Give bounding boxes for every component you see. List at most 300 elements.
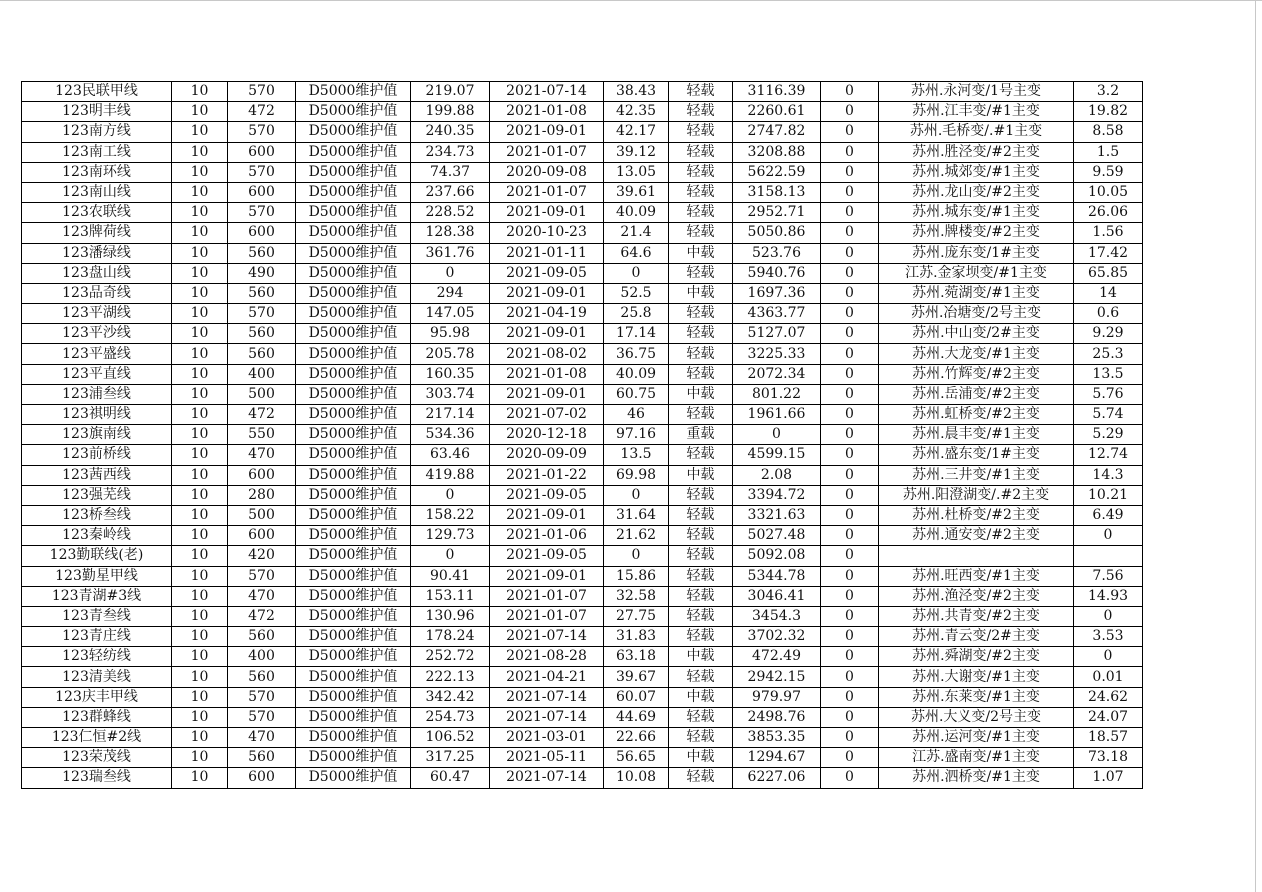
cell-line-name: 123平盛线 <box>22 344 172 364</box>
cell-data-source: D5000维护值 <box>296 748 411 768</box>
cell-load-rate: 60.07 <box>604 687 669 707</box>
cell-rated-current: 400 <box>228 647 296 667</box>
cell-voltage: 10 <box>172 667 228 687</box>
cell-transformer-load: 0.01 <box>1074 667 1143 687</box>
cell-substation: 江苏.金家坝变/#1主变 <box>879 263 1074 283</box>
cell-substation: 苏州.泗桥变/#1主变 <box>879 768 1074 788</box>
cell-spare-capacity: 3046.41 <box>733 586 821 606</box>
cell-load-status: 中载 <box>669 687 733 707</box>
cell-load-status: 轻载 <box>669 324 733 344</box>
cell-flag: 0 <box>821 182 879 202</box>
cell-flag: 0 <box>821 425 879 445</box>
cell-data-source: D5000维护值 <box>296 203 411 223</box>
cell-current-value: 234.73 <box>411 142 490 162</box>
cell-spare-capacity: 3208.88 <box>733 142 821 162</box>
cell-date: 2021-07-14 <box>490 707 604 727</box>
cell-voltage: 10 <box>172 445 228 465</box>
cell-load-rate: 69.98 <box>604 465 669 485</box>
cell-data-source: D5000维护值 <box>296 344 411 364</box>
cell-data-source: D5000维护值 <box>296 526 411 546</box>
cell-current-value: 160.35 <box>411 364 490 384</box>
cell-line-name: 123民联甲线 <box>22 82 172 102</box>
cell-date: 2021-01-08 <box>490 102 604 122</box>
cell-voltage: 10 <box>172 505 228 525</box>
table-row <box>22 566 1143 586</box>
cell-data-source: D5000维护值 <box>296 768 411 788</box>
cell-voltage: 10 <box>172 748 228 768</box>
cell-load-rate: 38.43 <box>604 82 669 102</box>
cell-substation: 苏州.毛桥变/.#1主变 <box>879 122 1074 142</box>
cell-flag: 0 <box>821 142 879 162</box>
cell-substation: 苏州.大谢变/#1主变 <box>879 667 1074 687</box>
cell-voltage: 10 <box>172 384 228 404</box>
cell-voltage: 10 <box>172 283 228 303</box>
cell-spare-capacity: 6227.06 <box>733 768 821 788</box>
cell-transformer-load: 5.74 <box>1074 405 1143 425</box>
cell-transformer-load: 24.62 <box>1074 687 1143 707</box>
cell-rated-current: 472 <box>228 405 296 425</box>
cell-substation: 苏州.东莱变/#1主变 <box>879 687 1074 707</box>
cell-line-name: 123清美线 <box>22 667 172 687</box>
cell-substation: 苏州.盛东变/1#主变 <box>879 445 1074 465</box>
table-row <box>22 586 1143 606</box>
cell-transformer-load: 5.29 <box>1074 425 1143 445</box>
cell-transformer-load: 73.18 <box>1074 748 1143 768</box>
cell-line-name: 123前桥线 <box>22 445 172 465</box>
cell-line-name: 123品奇线 <box>22 283 172 303</box>
cell-date: 2020-10-23 <box>490 223 604 243</box>
cell-current-value: 228.52 <box>411 203 490 223</box>
table-row <box>22 627 1143 647</box>
cell-data-source: D5000维护值 <box>296 324 411 344</box>
cell-flag: 0 <box>821 465 879 485</box>
cell-transformer-load: 1.07 <box>1074 768 1143 788</box>
cell-spare-capacity: 3158.13 <box>733 182 821 202</box>
cell-flag: 0 <box>821 606 879 626</box>
cell-load-status: 轻载 <box>669 405 733 425</box>
cell-current-value: 199.88 <box>411 102 490 122</box>
cell-load-rate: 40.09 <box>604 203 669 223</box>
cell-rated-current: 420 <box>228 546 296 566</box>
table-row <box>22 667 1143 687</box>
cell-rated-current: 550 <box>228 425 296 445</box>
cell-flag: 0 <box>821 384 879 404</box>
cell-current-value: 303.74 <box>411 384 490 404</box>
cell-load-status: 轻载 <box>669 707 733 727</box>
cell-load-status: 轻载 <box>669 102 733 122</box>
cell-line-name: 123南山线 <box>22 182 172 202</box>
cell-line-name: 123平湖线 <box>22 304 172 324</box>
cell-transformer-load: 14.3 <box>1074 465 1143 485</box>
cell-flag: 0 <box>821 263 879 283</box>
cell-transformer-load: 14.93 <box>1074 586 1143 606</box>
cell-date: 2021-09-01 <box>490 324 604 344</box>
cell-spare-capacity: 3853.35 <box>733 728 821 748</box>
cell-transformer-load: 12.74 <box>1074 445 1143 465</box>
cell-flag: 0 <box>821 485 879 505</box>
cell-load-status: 轻载 <box>669 485 733 505</box>
cell-data-source: D5000维护值 <box>296 647 411 667</box>
table-row <box>22 445 1143 465</box>
cell-voltage: 10 <box>172 182 228 202</box>
cell-date: 2020-09-08 <box>490 162 604 182</box>
cell-rated-current: 570 <box>228 304 296 324</box>
cell-current-value: 217.14 <box>411 405 490 425</box>
cell-voltage: 10 <box>172 707 228 727</box>
cell-voltage: 10 <box>172 465 228 485</box>
cell-data-source: D5000维护值 <box>296 162 411 182</box>
cell-load-status: 轻载 <box>669 505 733 525</box>
cell-voltage: 10 <box>172 566 228 586</box>
cell-substation: 苏州.舜湖变/#2主变 <box>879 647 1074 667</box>
cell-date: 2021-04-21 <box>490 667 604 687</box>
cell-date: 2021-09-01 <box>490 122 604 142</box>
cell-substation: 苏州.江丰变/#1主变 <box>879 102 1074 122</box>
cell-date: 2021-09-05 <box>490 546 604 566</box>
cell-date: 2021-07-02 <box>490 405 604 425</box>
cell-load-status: 轻载 <box>669 546 733 566</box>
cell-date: 2021-01-07 <box>490 182 604 202</box>
cell-load-status: 轻载 <box>669 627 733 647</box>
cell-load-status: 中载 <box>669 384 733 404</box>
cell-transformer-load: 1.5 <box>1074 142 1143 162</box>
cell-transformer-load: 13.5 <box>1074 364 1143 384</box>
cell-transformer-load: 0 <box>1074 606 1143 626</box>
cell-load-status: 轻载 <box>669 142 733 162</box>
cell-load-status: 轻载 <box>669 606 733 626</box>
cell-voltage: 10 <box>172 768 228 788</box>
cell-spare-capacity: 5940.76 <box>733 263 821 283</box>
cell-load-rate: 42.17 <box>604 122 669 142</box>
cell-flag: 0 <box>821 82 879 102</box>
cell-spare-capacity: 979.97 <box>733 687 821 707</box>
cell-load-status: 重载 <box>669 425 733 445</box>
cell-spare-capacity: 3321.63 <box>733 505 821 525</box>
cell-rated-current: 472 <box>228 606 296 626</box>
cell-load-status: 轻载 <box>669 526 733 546</box>
page-edge-top <box>0 0 1262 1</box>
cell-spare-capacity: 472.49 <box>733 647 821 667</box>
cell-spare-capacity: 2072.34 <box>733 364 821 384</box>
table-row <box>22 505 1143 525</box>
cell-transformer-load: 10.05 <box>1074 182 1143 202</box>
cell-line-name: 123祺明线 <box>22 405 172 425</box>
table-row <box>22 748 1143 768</box>
cell-current-value: 178.24 <box>411 627 490 647</box>
cell-data-source: D5000维护值 <box>296 384 411 404</box>
cell-voltage: 10 <box>172 223 228 243</box>
cell-line-name: 123旗南线 <box>22 425 172 445</box>
cell-load-rate: 0 <box>604 485 669 505</box>
cell-current-value: 63.46 <box>411 445 490 465</box>
cell-line-name: 123潘绿线 <box>22 243 172 263</box>
cell-load-rate: 39.67 <box>604 667 669 687</box>
table-row <box>22 324 1143 344</box>
cell-flag: 0 <box>821 304 879 324</box>
cell-date: 2020-12-18 <box>490 425 604 445</box>
cell-rated-current: 570 <box>228 122 296 142</box>
table-row <box>22 707 1143 727</box>
cell-transformer-load: 25.3 <box>1074 344 1143 364</box>
cell-rated-current: 400 <box>228 364 296 384</box>
cell-load-status: 轻载 <box>669 344 733 364</box>
cell-transformer-load: 0 <box>1074 647 1143 667</box>
cell-line-name: 123明丰线 <box>22 102 172 122</box>
cell-load-rate: 42.35 <box>604 102 669 122</box>
cell-date: 2021-09-01 <box>490 566 604 586</box>
cell-rated-current: 470 <box>228 728 296 748</box>
cell-data-source: D5000维护值 <box>296 465 411 485</box>
feeder-load-table <box>21 81 1143 789</box>
cell-substation: 苏州.竹辉变/#2主变 <box>879 364 1074 384</box>
cell-line-name: 123青叁线 <box>22 606 172 626</box>
cell-line-name: 123勤联线(老) <box>22 546 172 566</box>
cell-flag: 0 <box>821 707 879 727</box>
cell-substation: 苏州.虹桥变/#2主变 <box>879 405 1074 425</box>
cell-current-value: 95.98 <box>411 324 490 344</box>
cell-substation: 苏州.共青变/#2主变 <box>879 606 1074 626</box>
table-row <box>22 142 1143 162</box>
cell-current-value: 129.73 <box>411 526 490 546</box>
table-row <box>22 344 1143 364</box>
cell-line-name: 123南方线 <box>22 122 172 142</box>
cell-load-rate: 15.86 <box>604 566 669 586</box>
cell-rated-current: 600 <box>228 526 296 546</box>
cell-rated-current: 500 <box>228 384 296 404</box>
cell-load-status: 轻载 <box>669 82 733 102</box>
page-edge-right <box>1255 0 1256 892</box>
cell-date: 2021-01-08 <box>490 364 604 384</box>
cell-substation: 苏州.大龙变/#1主变 <box>879 344 1074 364</box>
cell-voltage: 10 <box>172 263 228 283</box>
cell-data-source: D5000维护值 <box>296 667 411 687</box>
cell-load-status: 轻载 <box>669 263 733 283</box>
table-row <box>22 405 1143 425</box>
cell-voltage: 10 <box>172 546 228 566</box>
cell-spare-capacity: 0 <box>733 425 821 445</box>
table-row <box>22 485 1143 505</box>
cell-current-value: 0 <box>411 485 490 505</box>
cell-date: 2021-03-01 <box>490 728 604 748</box>
cell-load-status: 轻载 <box>669 667 733 687</box>
cell-current-value: 60.47 <box>411 768 490 788</box>
cell-flag: 0 <box>821 748 879 768</box>
cell-spare-capacity: 2.08 <box>733 465 821 485</box>
cell-load-status: 轻载 <box>669 728 733 748</box>
cell-load-status: 中载 <box>669 283 733 303</box>
cell-date: 2021-09-01 <box>490 203 604 223</box>
cell-date: 2021-09-05 <box>490 485 604 505</box>
cell-transformer-load <box>1074 546 1143 566</box>
cell-voltage: 10 <box>172 485 228 505</box>
cell-rated-current: 490 <box>228 263 296 283</box>
cell-current-value: 342.42 <box>411 687 490 707</box>
cell-flag: 0 <box>821 546 879 566</box>
cell-current-value: 90.41 <box>411 566 490 586</box>
cell-line-name: 123农联线 <box>22 203 172 223</box>
cell-transformer-load: 65.85 <box>1074 263 1143 283</box>
cell-line-name: 123轻纺线 <box>22 647 172 667</box>
cell-spare-capacity: 4599.15 <box>733 445 821 465</box>
cell-current-value: 419.88 <box>411 465 490 485</box>
cell-load-rate: 39.61 <box>604 182 669 202</box>
cell-spare-capacity: 5027.48 <box>733 526 821 546</box>
cell-line-name: 123瑞叁线 <box>22 768 172 788</box>
cell-transformer-load: 9.59 <box>1074 162 1143 182</box>
cell-load-rate: 21.62 <box>604 526 669 546</box>
cell-rated-current: 600 <box>228 768 296 788</box>
cell-data-source: D5000维护值 <box>296 304 411 324</box>
cell-line-name: 123群蜂线 <box>22 707 172 727</box>
cell-transformer-load: 10.21 <box>1074 485 1143 505</box>
cell-date: 2021-01-06 <box>490 526 604 546</box>
cell-rated-current: 560 <box>228 283 296 303</box>
cell-voltage: 10 <box>172 304 228 324</box>
cell-transformer-load: 1.56 <box>1074 223 1143 243</box>
cell-voltage: 10 <box>172 627 228 647</box>
cell-current-value: 158.22 <box>411 505 490 525</box>
cell-flag: 0 <box>821 364 879 384</box>
cell-substation: 苏州.三井变/#1主变 <box>879 465 1074 485</box>
cell-current-value: 0 <box>411 546 490 566</box>
cell-load-rate: 56.65 <box>604 748 669 768</box>
cell-rated-current: 570 <box>228 162 296 182</box>
cell-current-value: 0 <box>411 263 490 283</box>
cell-rated-current: 600 <box>228 182 296 202</box>
cell-data-source: D5000维护值 <box>296 707 411 727</box>
cell-transformer-load: 5.76 <box>1074 384 1143 404</box>
cell-load-rate: 0 <box>604 263 669 283</box>
cell-current-value: 219.07 <box>411 82 490 102</box>
cell-substation: 江苏.盛南变/#1主变 <box>879 748 1074 768</box>
cell-transformer-load: 18.57 <box>1074 728 1143 748</box>
cell-flag: 0 <box>821 405 879 425</box>
cell-line-name: 123强芜线 <box>22 485 172 505</box>
cell-voltage: 10 <box>172 82 228 102</box>
cell-flag: 0 <box>821 122 879 142</box>
cell-rated-current: 560 <box>228 243 296 263</box>
table-row <box>22 223 1143 243</box>
cell-load-rate: 17.14 <box>604 324 669 344</box>
cell-load-rate: 97.16 <box>604 425 669 445</box>
cell-transformer-load: 19.82 <box>1074 102 1143 122</box>
cell-rated-current: 470 <box>228 445 296 465</box>
cell-current-value: 205.78 <box>411 344 490 364</box>
cell-substation: 苏州.城郊变/#1主变 <box>879 162 1074 182</box>
cell-line-name: 123桥叁线 <box>22 505 172 525</box>
cell-transformer-load: 14 <box>1074 283 1143 303</box>
cell-substation: 苏州.冶塘变/2号主变 <box>879 304 1074 324</box>
cell-current-value: 74.37 <box>411 162 490 182</box>
cell-load-rate: 60.75 <box>604 384 669 404</box>
table-row <box>22 162 1143 182</box>
cell-substation: 苏州.青云变/2#主变 <box>879 627 1074 647</box>
cell-substation: 苏州.岳浦变/#2主变 <box>879 384 1074 404</box>
cell-rated-current: 570 <box>228 203 296 223</box>
cell-voltage: 10 <box>172 586 228 606</box>
cell-data-source: D5000维护值 <box>296 82 411 102</box>
table-row <box>22 203 1143 223</box>
cell-voltage: 10 <box>172 122 228 142</box>
cell-data-source: D5000维护值 <box>296 485 411 505</box>
cell-line-name: 123南环线 <box>22 162 172 182</box>
cell-voltage: 10 <box>172 344 228 364</box>
cell-data-source: D5000维护值 <box>296 102 411 122</box>
cell-voltage: 10 <box>172 203 228 223</box>
cell-date: 2021-09-01 <box>490 384 604 404</box>
cell-rated-current: 472 <box>228 102 296 122</box>
table-row <box>22 728 1143 748</box>
cell-flag: 0 <box>821 243 879 263</box>
cell-line-name: 123秦岭线 <box>22 526 172 546</box>
cell-rated-current: 560 <box>228 748 296 768</box>
cell-data-source: D5000维护值 <box>296 405 411 425</box>
cell-substation: 苏州.牌楼变/#2主变 <box>879 223 1074 243</box>
table-row <box>22 82 1143 102</box>
cell-transformer-load: 0.6 <box>1074 304 1143 324</box>
cell-load-status: 中载 <box>669 748 733 768</box>
cell-spare-capacity: 2260.61 <box>733 102 821 122</box>
cell-rated-current: 280 <box>228 485 296 505</box>
cell-load-rate: 31.64 <box>604 505 669 525</box>
cell-flag: 0 <box>821 586 879 606</box>
table-row <box>22 263 1143 283</box>
cell-spare-capacity: 3116.39 <box>733 82 821 102</box>
cell-data-source: D5000维护值 <box>296 606 411 626</box>
cell-load-rate: 32.58 <box>604 586 669 606</box>
cell-data-source: D5000维护值 <box>296 687 411 707</box>
cell-substation: 苏州.中山变/2#主变 <box>879 324 1074 344</box>
cell-data-source: D5000维护值 <box>296 586 411 606</box>
table-row <box>22 687 1143 707</box>
cell-transformer-load: 8.58 <box>1074 122 1143 142</box>
cell-transformer-load: 3.53 <box>1074 627 1143 647</box>
cell-load-rate: 52.5 <box>604 283 669 303</box>
cell-rated-current: 470 <box>228 586 296 606</box>
cell-date: 2021-01-07 <box>490 142 604 162</box>
cell-current-value: 294 <box>411 283 490 303</box>
table-row <box>22 465 1143 485</box>
cell-line-name: 123荣茂线 <box>22 748 172 768</box>
cell-flag: 0 <box>821 687 879 707</box>
cell-date: 2021-07-14 <box>490 627 604 647</box>
cell-spare-capacity: 2942.15 <box>733 667 821 687</box>
table-row <box>22 647 1143 667</box>
cell-date: 2021-09-01 <box>490 283 604 303</box>
cell-current-value: 153.11 <box>411 586 490 606</box>
cell-date: 2021-05-11 <box>490 748 604 768</box>
cell-load-status: 轻载 <box>669 445 733 465</box>
cell-data-source: D5000维护值 <box>296 182 411 202</box>
cell-flag: 0 <box>821 505 879 525</box>
cell-voltage: 10 <box>172 526 228 546</box>
cell-rated-current: 600 <box>228 142 296 162</box>
cell-spare-capacity: 1961.66 <box>733 405 821 425</box>
cell-current-value: 106.52 <box>411 728 490 748</box>
cell-transformer-load: 17.42 <box>1074 243 1143 263</box>
cell-flag: 0 <box>821 647 879 667</box>
cell-date: 2021-07-14 <box>490 687 604 707</box>
cell-spare-capacity: 3394.72 <box>733 485 821 505</box>
cell-load-status: 轻载 <box>669 182 733 202</box>
cell-date: 2021-08-02 <box>490 344 604 364</box>
cell-spare-capacity: 523.76 <box>733 243 821 263</box>
cell-transformer-load: 0 <box>1074 526 1143 546</box>
cell-flag: 0 <box>821 162 879 182</box>
cell-spare-capacity: 3454.3 <box>733 606 821 626</box>
cell-flag: 0 <box>821 203 879 223</box>
cell-spare-capacity: 2498.76 <box>733 707 821 727</box>
